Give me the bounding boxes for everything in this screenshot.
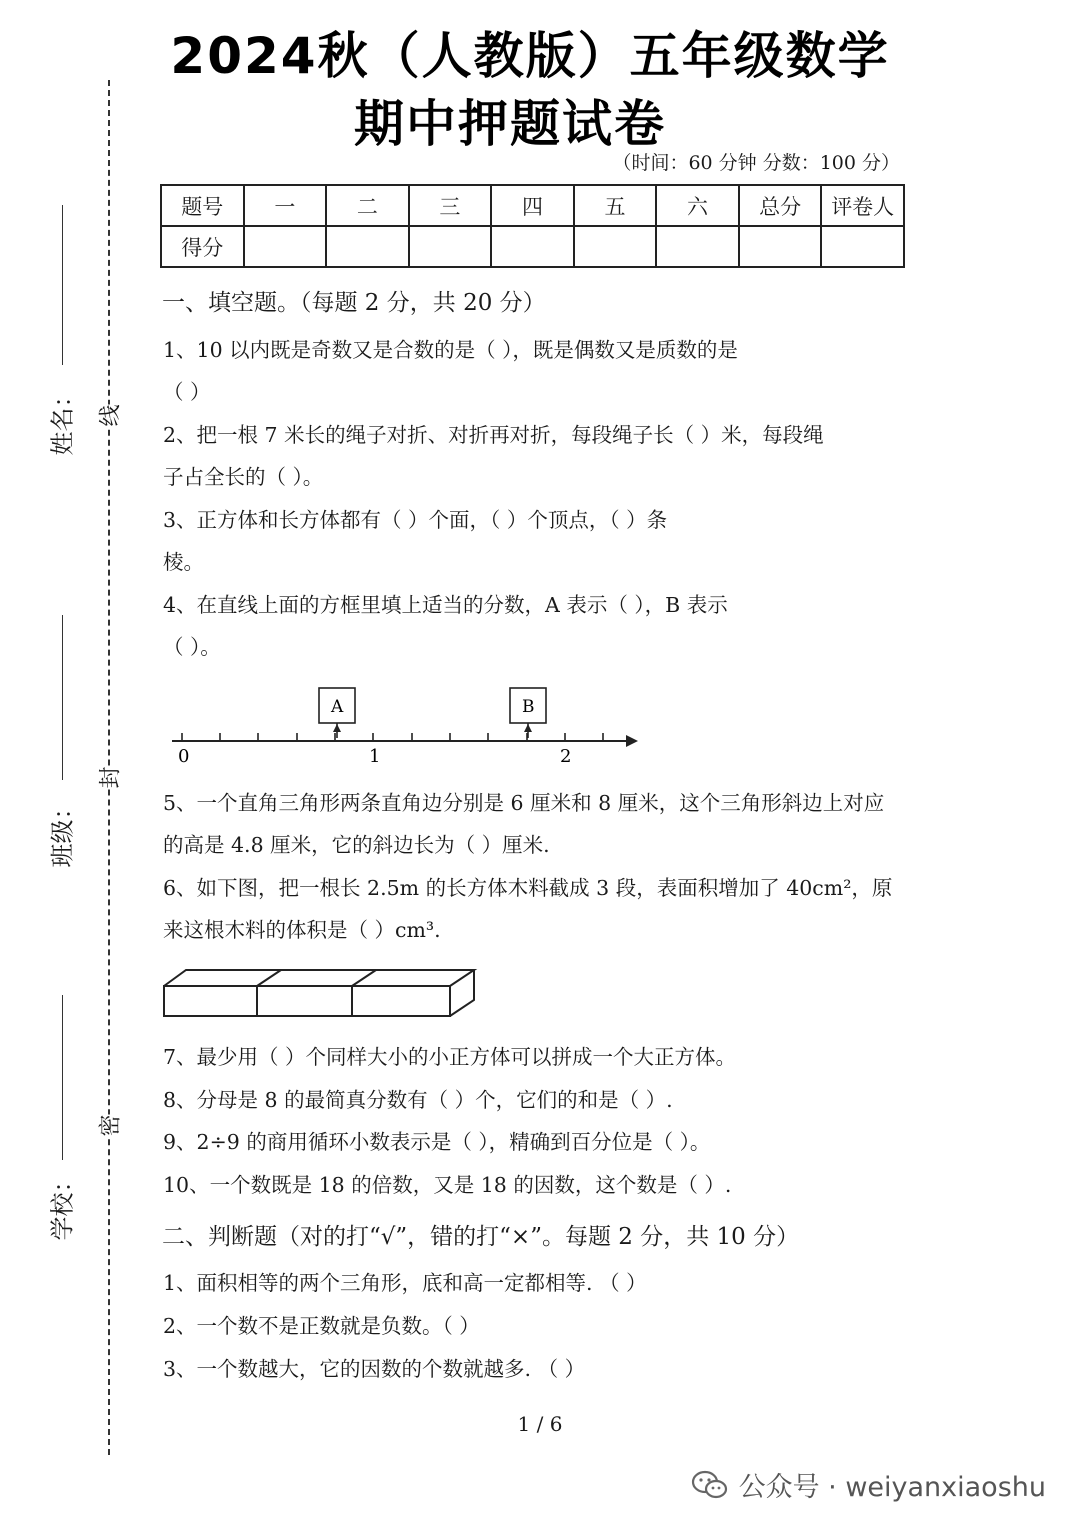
exam-title-line1: 2024秋（人教版）五年级数学 [170,27,890,85]
score-cell[interactable] [574,226,657,267]
score-header-cell: 一 [244,185,327,226]
class-blank-line [62,615,63,780]
cut-line-2-top [352,970,376,986]
number-line-arrow [626,735,638,747]
question-3-line1: 3、正方体和长方体都有（ ）个面，（ ）个顶点，（ ）条 [163,508,668,532]
name-label: 姓名： [48,383,77,456]
score-header-cell: 评卷人 [821,185,904,226]
section2-title: 二、判断题（对的打“√”，错的打“×”。每题 2 分，共 10 分） [162,1224,800,1250]
question-3-line2: 棱。 [163,550,204,574]
score-cell[interactable] [491,226,574,267]
watermark-text: 公众号 · weiyanxiaoshu [738,1472,1046,1503]
score-table-header-row [161,185,904,226]
score-cell[interactable] [244,226,327,267]
question-4-line2: （ ）。 [163,635,221,659]
question-2 [163,414,824,498]
score-cell[interactable] [739,226,822,267]
page-number: 1 / 6 [517,1412,563,1436]
score-header-cell: 题号 [161,185,244,226]
score-row-label: 得分 [161,226,244,267]
number-line-label-2: 2 [560,746,572,767]
score-header-cell: 六 [656,185,739,226]
question-4 [163,584,728,668]
exam-meta: （时间：60 分钟 分数：100 分） [612,152,900,174]
question-3 [163,499,667,583]
question-5-line2: 的高是 4.8 厘米，它的斜边长为（ ）厘米. [163,833,550,857]
judge-question-2: 2、一个数不是正数就是负数。（ ） [163,1314,480,1338]
score-cell[interactable] [326,226,409,267]
judge-question-3: 3、一个数越大，它的因数的个数就越多. （ ） [163,1357,586,1381]
question-5-line1: 5、一个直角三角形两条直角边分别是 6 厘米和 8 厘米，这个三角形斜边上对应 [163,791,885,815]
score-cell[interactable] [821,226,904,267]
binding-char-mi: 密 [94,1115,125,1137]
score-table-score-row [161,226,904,267]
cuboid-top-face [164,970,474,986]
class-label: 班级： [48,795,77,868]
question-7: 7、最少用（ ）个同样大小的小正方体可以拼成一个大正方体。 [163,1045,737,1069]
section1-title: 一、填空题。（每题 2 分，共 20 分） [162,290,546,316]
question-10: 10、一个数既是 18 的倍数，又是 18 的因数，这个数是（ ）. [163,1173,732,1197]
cut-line-1-top [257,970,281,986]
number-line-ticks [182,733,603,741]
question-1-line2: （ ） [163,380,211,404]
score-header-cell: 四 [491,185,574,226]
score-header-cell: 总分 [739,185,822,226]
binding-char-feng: 封 [94,767,125,789]
school-label: 学校： [48,1168,77,1241]
score-cell[interactable] [656,226,739,267]
score-cell[interactable] [409,226,492,267]
watermark [691,1465,1046,1504]
question-8: 8、分母是 8 的最简真分数有（ ）个，它们的和是（ ）. [163,1088,673,1112]
question-5 [163,782,884,866]
cuboid-front-face [164,986,450,1016]
cuboid-wood-figure [160,964,480,1020]
question-2-line1: 2、把一根 7 米长的绳子对折、对折再对折，每段绳子长（ ）米，每段绳 [163,423,824,447]
score-table [160,184,905,268]
judge-question-1: 1、面积相等的两个三角形，底和高一定都相等. （ ） [163,1271,647,1295]
question-1-line1: 1、10 以内既是奇数又是合数的是（ ），既是偶数又是质数的是 [163,338,738,362]
name-blank-line [62,205,63,365]
binding-char-xian: 线 [94,405,125,427]
number-line-figure [160,680,660,770]
question-6-line1: 6、如下图，把一根长 2.5m 的长方体木料截成 3 段，表面积增加了 40cm²，原 [163,876,893,900]
score-header-cell: 三 [409,185,492,226]
question-6 [163,867,892,951]
score-header-cell: 五 [574,185,657,226]
school-blank-line [62,995,63,1160]
score-header-cell: 二 [326,185,409,226]
question-9: 9、2÷9 的商用循环小数表示是（ ），精确到百分位是（ ）。 [163,1130,711,1154]
question-1 [163,329,738,413]
number-line-label-1: 1 [369,746,381,767]
number-line-label-0: 0 [178,746,190,767]
exam-title-line2: 期中押题试卷 [354,95,666,153]
wechat-icon [691,1470,729,1500]
box-b-label: B [522,697,535,717]
box-b-arrowhead [524,724,532,732]
box-a-label: A [331,697,344,717]
question-6-line2: 来这根木料的体积是（ ）cm³. [163,918,441,942]
question-2-line2: 子占全长的（ ）。 [163,465,324,489]
box-a-arrowhead [333,724,341,732]
question-4-line1: 4、在直线上面的方框里填上适当的分数，A 表示（ ），B 表示 [163,593,728,617]
